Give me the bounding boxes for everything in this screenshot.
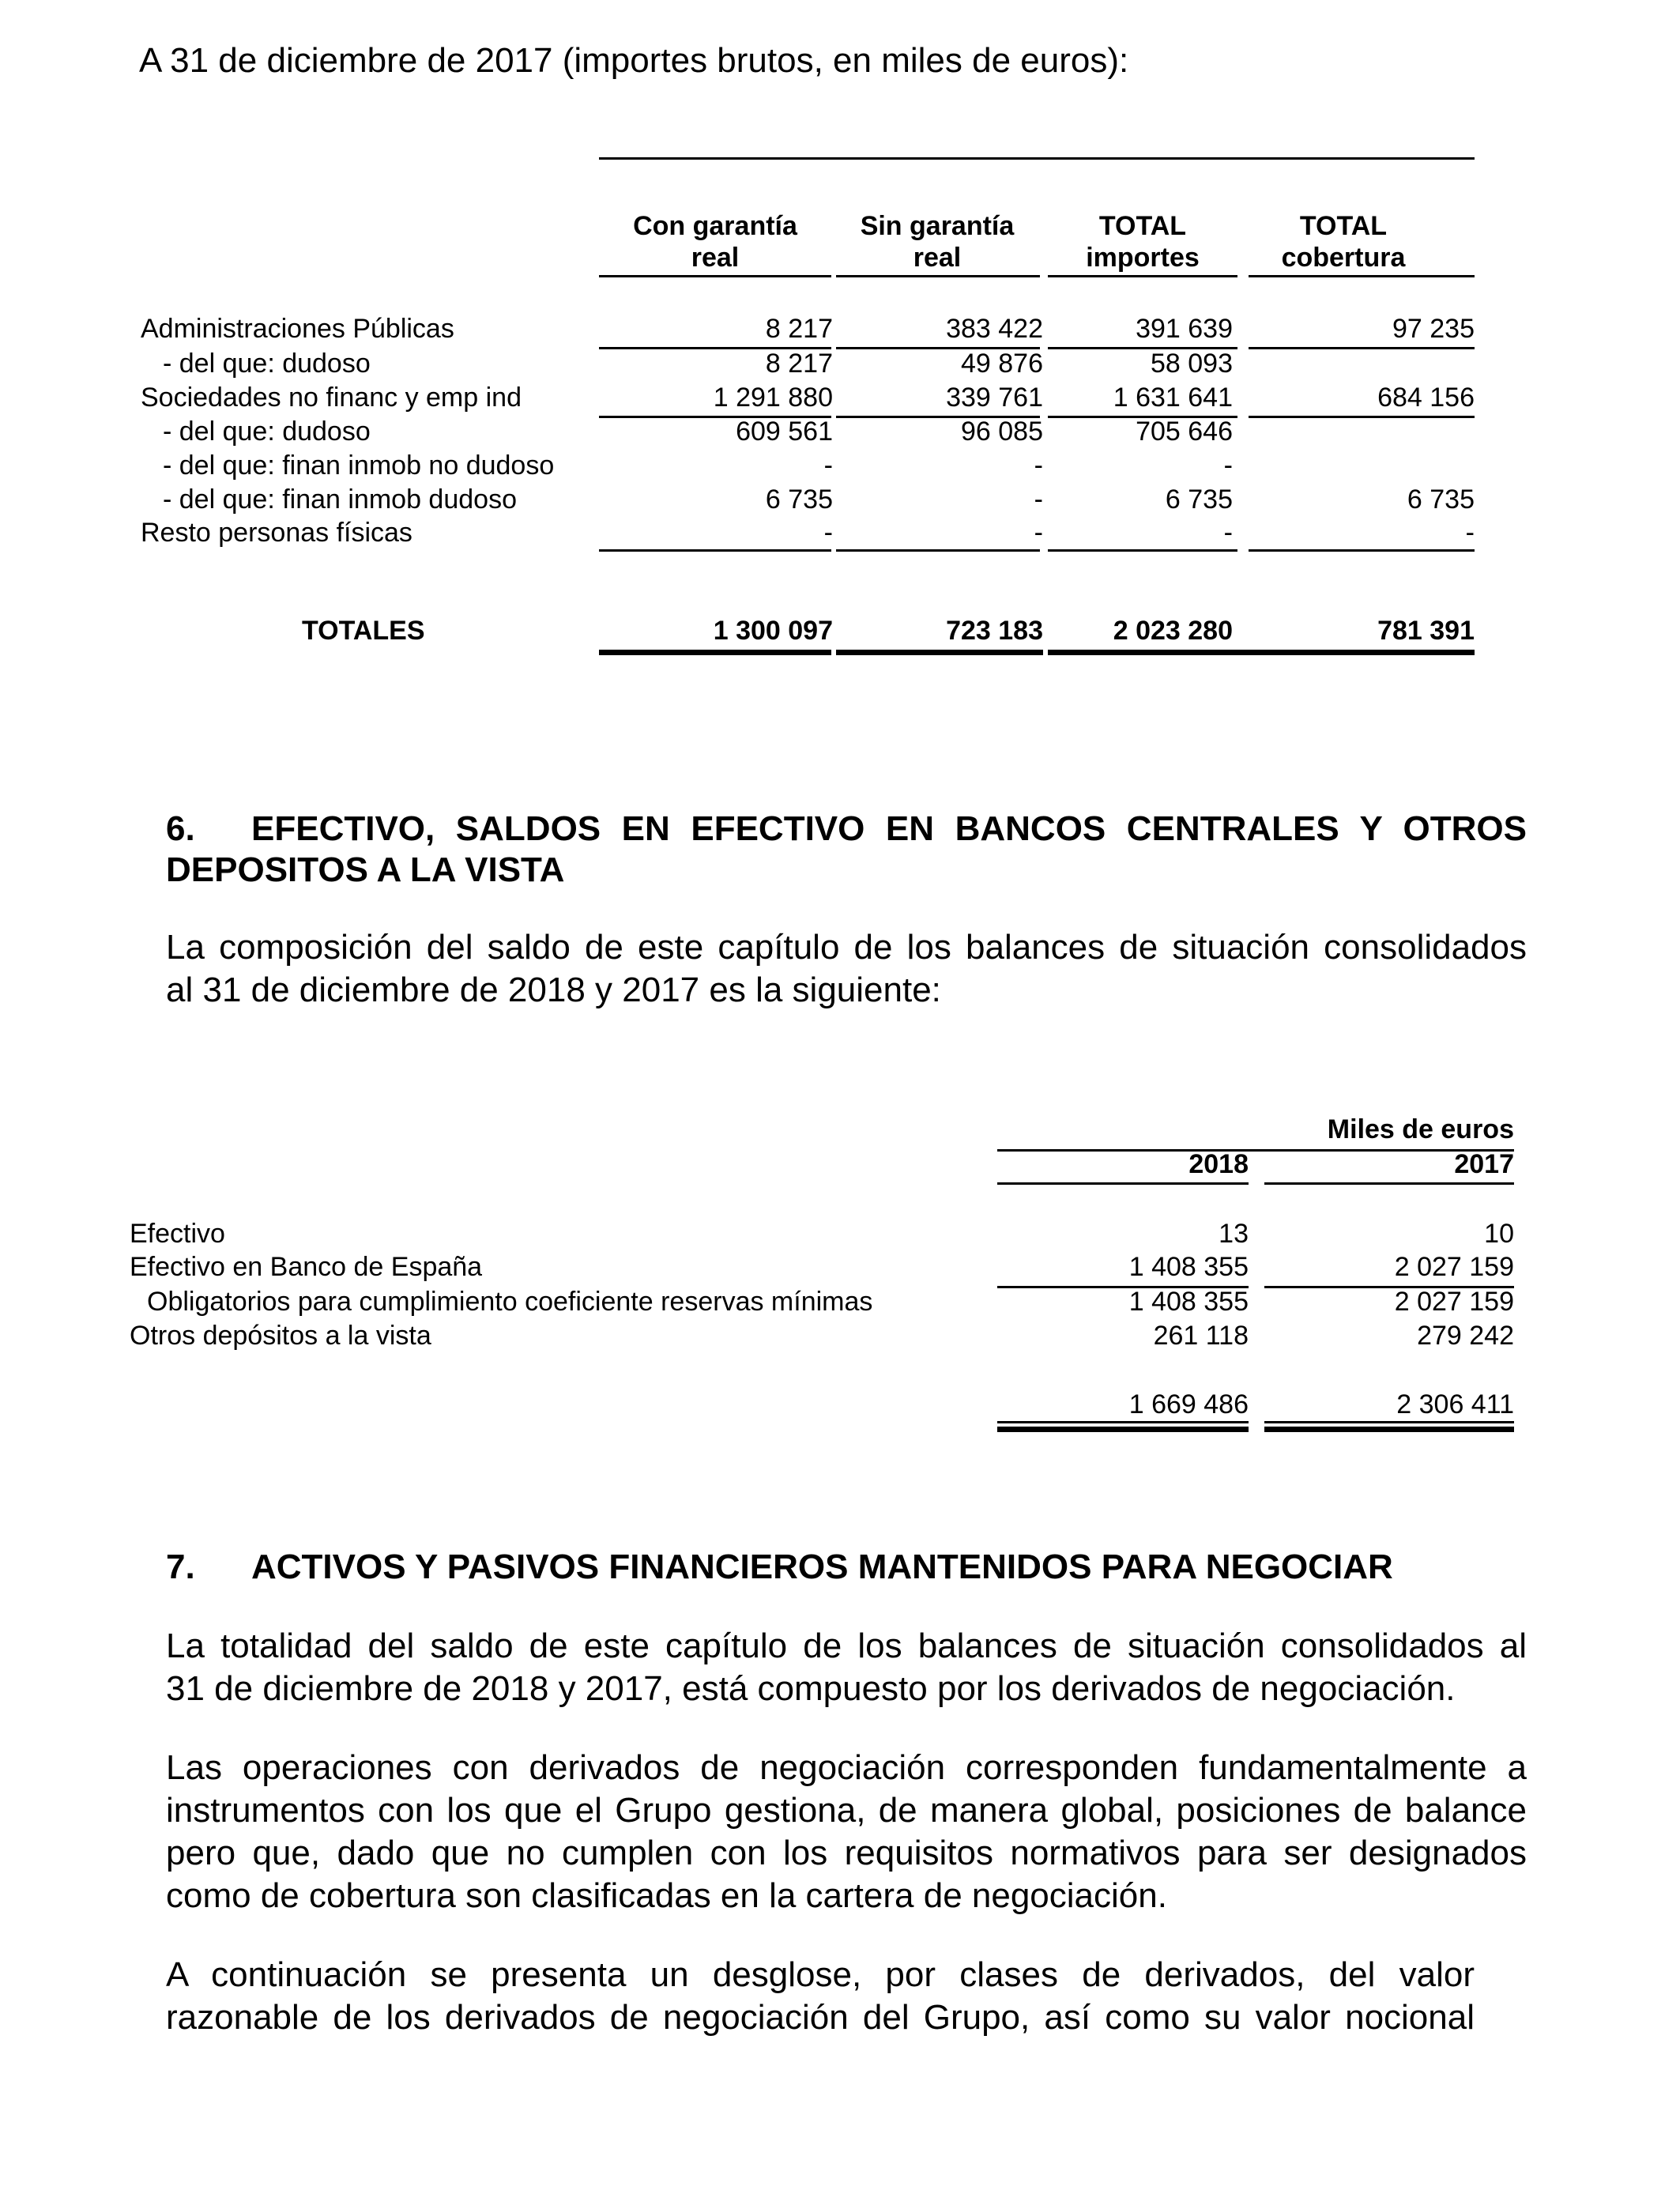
section6-title-line1: EFECTIVO, SALDOS EN EFECTIVO EN BANCOS CENTRALES Y OTROS — [251, 809, 1527, 848]
section6-title-line2: DEPOSITOS A LA VISTA — [166, 850, 565, 889]
rule — [599, 275, 831, 277]
rule — [1249, 347, 1475, 349]
rule — [1249, 416, 1475, 418]
table2-year-2017: 2017 — [1454, 1149, 1514, 1179]
table1-caption: A 31 de diciembre de 2017 (importes brutos, en miles de euros): — [139, 41, 1129, 80]
rule — [1048, 650, 1475, 655]
header-total-cobertura: TOTAL cobertura — [1281, 211, 1406, 273]
header-total-importes: TOTAL importes — [1086, 211, 1200, 273]
rule — [997, 1182, 1249, 1185]
section6-number: 6. — [166, 809, 195, 848]
rule — [1264, 1182, 1514, 1185]
rule — [836, 650, 1043, 655]
rule — [1264, 1427, 1514, 1432]
table2-unit: Miles de euros — [1327, 1114, 1514, 1144]
section7-paragraph-1: La totalidad del saldo de este capítulo de los balances de situación consolidados al 31 de diciembre de 2018 y 2017, está compuesto por los derivados de negociación. — [166, 1627, 1527, 1708]
section7-heading — [166, 1547, 1393, 1587]
section7-paragraph-2: Las operaciones con derivados de negociación corresponden fundamentalmente a instrumentos con los que el Grupo gestiona, de manera global, posiciones de balance pero que, dado que no cumplen con los requisitos normativos para ser designados como de cobertura son clasificadas en la cartera de negociación. — [166, 1748, 1527, 1915]
section7-paragraph-3: A continuación se presenta un desglose, por clases de derivados, del valor razonable de los derivados de negociación del Grupo, así como su valor nocional — [166, 1955, 1475, 2037]
section7-number: 7. — [166, 1547, 195, 1586]
rule — [1048, 275, 1237, 277]
rule — [599, 650, 831, 655]
section6-heading — [166, 809, 1527, 890]
rule — [836, 275, 1040, 277]
rule — [997, 1427, 1249, 1432]
section7-title: ACTIVOS Y PASIVOS FINANCIEROS MANTENIDOS PARA NEGOCIAR — [251, 1547, 1393, 1586]
rule — [1249, 549, 1475, 552]
header-con-garantia: Con garantía real — [633, 211, 797, 273]
rule — [599, 549, 831, 552]
rule — [1048, 549, 1237, 552]
section6-paragraph: La composición del saldo de este capítulo de los balances de situación consolidados al 31 de diciembre de 2018 y 2017 es la siguiente: — [166, 928, 1527, 1009]
table2-year-2018: 2018 — [1188, 1149, 1249, 1179]
rule — [831, 157, 1045, 160]
rule — [1249, 275, 1475, 277]
header-sin-garantia: Sin garantía real — [860, 211, 1015, 273]
rule — [599, 157, 831, 160]
rule — [836, 549, 1040, 552]
rule — [997, 1421, 1249, 1423]
rule — [1264, 1421, 1514, 1423]
rule — [1045, 157, 1475, 160]
